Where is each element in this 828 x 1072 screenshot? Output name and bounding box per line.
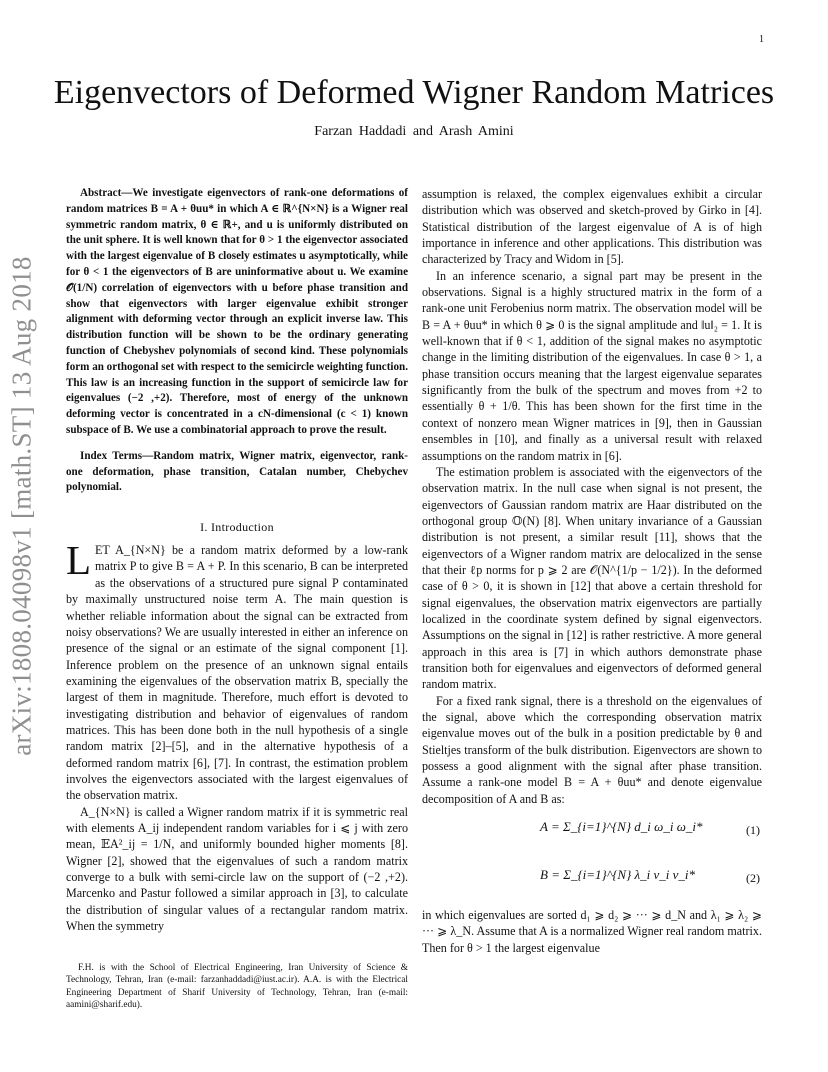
left-column <box>66 186 408 934</box>
equation-2-number: (2) <box>746 871 760 886</box>
right-paragraph-3: The estimation problem is associated with the eigenvectors of the observation matrix. In the null case when signal is not present, the eigenvectors of Gaussian random matrix are Haar distributed on the orthogonal group 𝕆(N) [8]. When unitary invariance of a Gaussian distribution is not present, a similar result [11], shows that the eigenvectors of a Wigner random matrix are delocalized in the sense that their ℓp norms for p ⩾ 2 are 𝒪(N^{1/p − 1/2}). In the deformed case of θ > 0, it is shown in [12] that above a certain threshold for signal eigenvalues, the observation matrix eigenvectors are partially localized in the coordinate system defined by signal eigenvectors. Assumptions on the signal in [12] is rather restrictive. A more general approach in this area is [7] in which authors demonstrate phase transition both for eigenvalues and eigenvectors of deformed general random matrix. <box>422 464 762 692</box>
intro-paragraph-1 <box>66 537 408 804</box>
right-paragraph-1: assumption is relaxed, the complex eigenvalues exhibit a circular distribution which was observed and sketch-proved by Girko in [4]. Statistical distribution of the largest eigenvalue of A is of high importance in inference and other applications. This distribution was characterized by Tracy and Widom in [5]. <box>422 187 762 267</box>
intro-paragraph-1-text: ET A_{N×N} be a random matrix deformed by a low-rank matrix P to give B = A + P. In this scenario, B can be interpreted as the observations of a structured pure signal P contaminated by maximally unstructured noise term A. The main question is whether reliable information about the signal can be extracted from noisy observations? We are usually interested in either an inference on presence of the signal or an estimate of the signal component [1]. Inference problem on the presence of an unknown signal entails examining the eigenvalues of the observation matrix B, specially the largest of them in magnitude. Therefore, much effort is devoted to investigating distribution and behavior of eigenvalues of random matrices. This has been done both in the null hypothesis of a single random matrix [2]–[5], and in the alternative hypothesis of a deformed random matrix [6], [7]. In contrast, the estimation problem involves the eigenvectors associated with the largest eigenvalues of the observation matrix. <box>66 543 408 803</box>
page-number: 1 <box>759 34 764 45</box>
equation-1-expression: A = Σ_{i=1}^{N} d_i ω_i ω_i* <box>540 819 703 835</box>
arxiv-stamp-text: arXiv:1808.04098v1 [math.ST] 13 Aug 2018 <box>6 256 37 756</box>
paper-title: Eigenvectors of Deformed Wigner Random Matrices <box>53 74 775 111</box>
equation-1 <box>422 811 762 855</box>
abstract: Abstract—We investigate eigenvectors of rank-one deformations of random matrices B = A + θuu* in which A ∈ ℝ^{N×N} is a Wigner real symmetric random matrix, θ ∈ ℝ+, and u is uniformly distributed on the unit sphere. It is well known that for θ > 1 the eigenvector associated with the largest eigenvalue of B closely estimates u asymptotically, while for θ < 1 the eigenvectors of B are uninformative about u. We examine 𝒪(1/N) correlation of eigenvectors with u before phase transition and show that eigenvectors with larger eigenvalue exhibit stronger alignment with deforming vector through an explicit inverse law. This distribution function will be shown to be the ordinary generating function of Chebyshev polynomials of second kind. These polynomials form an orthogonal set with respect to the semicircle weighting function. This law is an increasing function in the support of semicircle law for eigenvalues (−2 ,+2). Therefore, most of energy of the unknown deforming vector is concentrated in a cN-dimensional (c < 1) known subspace of B. We use a combinatorial approach to prove the result. <box>66 187 408 436</box>
right-column <box>422 186 762 956</box>
footnote: F.H. is with the School of Electrical Engineering, Iran University of Science & Technology, Tehran, Iran (e-mail: farzanhaddadi@iust.ac.ir). A.A. is with the Electrical Engineering Department of Sharif University of Technology, Tehran, Iran (e-mail: aamini@sharif.edu). <box>66 963 408 1010</box>
right-paragraph-tail: in which eigenvalues are sorted d₁ ⩾ d₂ ⩾ ··· ⩾ d_N and λ₁ ⩾ λ₂ ⩾ ··· ⩾ λ_N. Assume that A is a normalized Wigner real random matrix. Then for θ > 1 the largest eigenvalue <box>422 908 762 955</box>
author-list: Farzan Haddadi and Arash Amini <box>314 124 514 139</box>
equation-2-expression: B = Σ_{i=1}^{N} λ_i v_i v_i* <box>540 867 696 883</box>
intro-paragraph-2: A_{N×N} is called a Wigner random matrix if it is symmetric real with elements A_ij independent random variables for i ⩽ j with zero mean, 𝔼A²_ij = 1/N, and uniformly bounded higher moments [8]. Wigner [2], showed that the eigenvalues of such a random matrix converge to a bulk with semi-circle law on the support of (−2 ,+2). Marcenko and Pastur followed a similar approach in [3], to calculate the distribution of singular values of a rectangular random matrix. When the symmetry <box>66 804 408 934</box>
index-terms: Index Terms—Random matrix, Wigner matrix, eigenvector, rank-one deformation, phase transition, Catalan number, Chebychev polynomial. <box>66 449 408 494</box>
right-paragraph-2: In an inference scenario, a signal part may be present in the observations. Signal is a highly structured matrix in the form of a rank-one unit Ferobenius norm matrix. The observation model will be B = A + θuu* in which θ ⩾ 0 is the signal amplitude and ‖u‖₂ = 1. It is well-known that if θ < 1, addition of the signal makes no asymptotic change in the limiting distribution of the eigenvalues. In case θ > 1, a phase transition occurs meaning that the largest eigenvalue separates significantly from the bulk of the spectrum and moves from +2 to essentially θ + 1/θ. This has been shown for the first time in the context of nonzero mean Wigner matrices in [9], then in Gaussian ensembles in [10], and finally as a universal result with relaxed assumptions on the random matrix in [6]. <box>422 268 762 463</box>
section-heading-introduction: I. Introduction <box>200 520 274 535</box>
right-paragraph-4: For a fixed rank signal, there is a threshold on the eigenvalues of the signal, above which the corresponding observation matrix eigenvalue moves out of the bulk in a position predictable by θ and Stieltjes transform of the bulk distribution. Eigenvectors are shown to possess a good alignment with the signal after phase transition. Assume a rank-one model B = A + θuu* and denote eigenvalue decomposition of A and B as: <box>422 693 762 806</box>
equation-2 <box>422 859 762 903</box>
drop-cap-letter: L <box>66 537 92 584</box>
arxiv-stamp <box>2 236 42 776</box>
equation-1-number: (1) <box>746 823 760 838</box>
